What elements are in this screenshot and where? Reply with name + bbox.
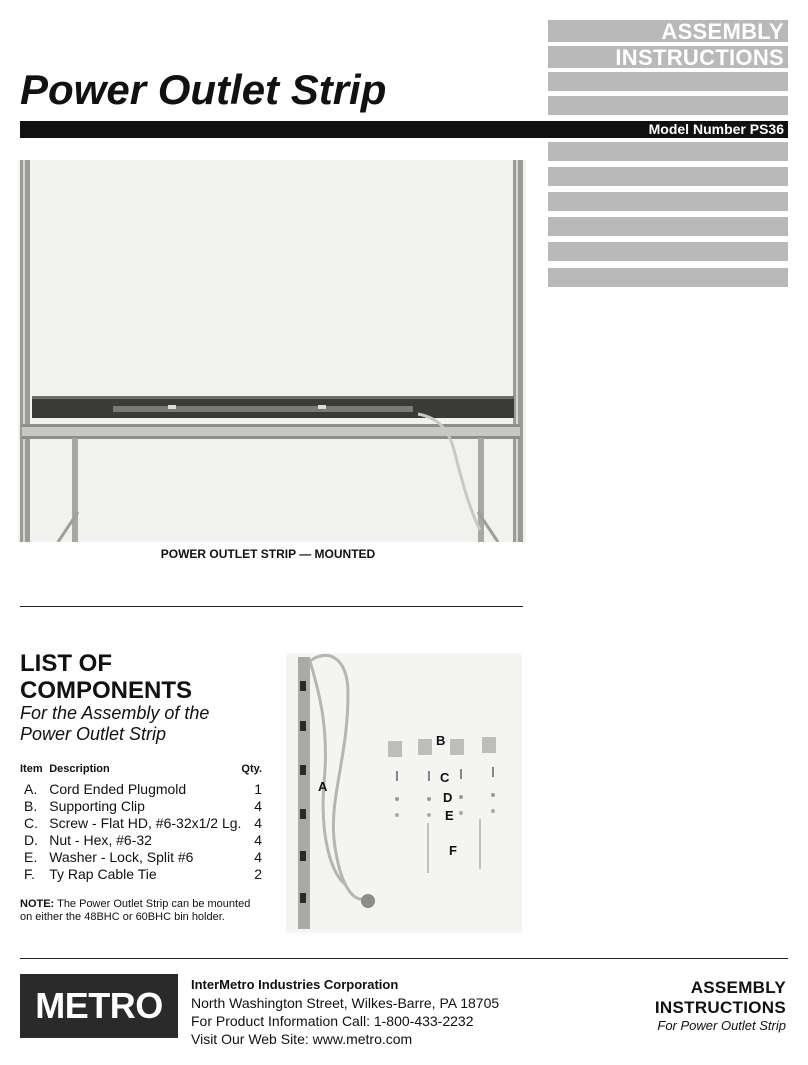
note-label: NOTE: [20, 898, 55, 910]
footer-assembly-subtitle: For Power Outlet Strip [657, 1018, 786, 1033]
company-info [191, 976, 499, 1048]
note-text: The Power Outlet Strip can be mounted on either the 48BHC or 60BHC bin holder. [20, 898, 251, 923]
item-qty: 2 [254, 866, 262, 882]
figure-caption: POWER OUTLET STRIP — MOUNTED [160, 547, 376, 561]
company-address: North Washington Street, Wilkes-Barre, PA 18705 [191, 995, 500, 1011]
components-title [20, 650, 192, 704]
section-divider [20, 606, 523, 607]
product-info-phone: 1-800-433-2232 [373, 1013, 474, 1029]
item-qty: 4 [254, 815, 262, 831]
table-row [20, 866, 262, 883]
product-info-line [191, 1012, 499, 1030]
footer-assembly-line1: ASSEMBLY [690, 978, 786, 997]
item-description: Supporting Clip [49, 798, 145, 814]
components-subtitle-line1: For the Assembly of the [20, 703, 210, 723]
table-row [20, 832, 262, 849]
footer-assembly-line2: INSTRUCTIONS [654, 998, 786, 1017]
website-link[interactable]: www.metro.com [312, 1031, 413, 1047]
part-label-b: B [436, 733, 446, 748]
header-assembly-line2: INSTRUCTIONS [615, 45, 784, 70]
item-description: Nut - Hex, #6-32 [49, 832, 152, 848]
product-info-label: For Product Information Call: [191, 1013, 370, 1029]
part-label-d: D [443, 790, 453, 805]
table-row [20, 798, 262, 815]
components-header-row [20, 763, 262, 781]
components-subtitle [20, 703, 270, 745]
footer-assembly-instructions [560, 978, 786, 1034]
website-label: Visit Our Web Site: [191, 1031, 309, 1047]
item-description: Cord Ended Plugmold [49, 781, 187, 797]
model-number: Model Number PS36 [648, 121, 784, 137]
item-letter: C. [24, 815, 38, 831]
part-label-e: E [445, 808, 454, 823]
item-qty: 1 [254, 781, 262, 797]
item-description: Screw - Flat HD, #6-32x1/2 Lg. [49, 815, 242, 831]
metro-logo [20, 974, 178, 1038]
item-description: Washer - Lock, Split #6 [49, 849, 194, 865]
metro-logo-text: METRO [35, 985, 163, 1026]
website-line [191, 1030, 499, 1048]
components-title-line1: LIST OF [20, 650, 112, 677]
part-label-f: F [449, 843, 457, 858]
item-letter: D. [24, 832, 38, 848]
col-description-header: Description [49, 763, 110, 775]
table-row [20, 781, 262, 798]
item-qty: 4 [254, 798, 262, 814]
item-description: Ty Rap Cable Tie [49, 866, 157, 882]
company-name: InterMetro Industries Corporation [191, 977, 399, 992]
page-title: Power Outlet Strip [20, 66, 387, 113]
item-letter: F. [24, 866, 35, 882]
item-qty: 4 [254, 849, 262, 865]
components-photo [286, 653, 522, 933]
header-assembly-instructions [548, 20, 784, 69]
part-label-c: C [440, 770, 450, 785]
part-label-a: A [318, 779, 328, 794]
components-title-line2: COMPONENTS [20, 677, 193, 704]
footer-rule [20, 958, 788, 959]
table-row [20, 815, 262, 832]
components-subtitle-line2: Power Outlet Strip [20, 724, 167, 744]
header-assembly-line1: ASSEMBLY [661, 19, 784, 44]
item-letter: A. [24, 781, 38, 797]
col-qty-header: Qty. [241, 763, 262, 775]
note [20, 898, 260, 924]
mounted-photo [18, 160, 526, 542]
col-item-header: Item [20, 763, 43, 775]
table-row [20, 849, 262, 866]
item-letter: B. [24, 798, 38, 814]
components-table [20, 763, 262, 883]
item-qty: 4 [254, 832, 262, 848]
item-letter: E. [24, 849, 38, 865]
